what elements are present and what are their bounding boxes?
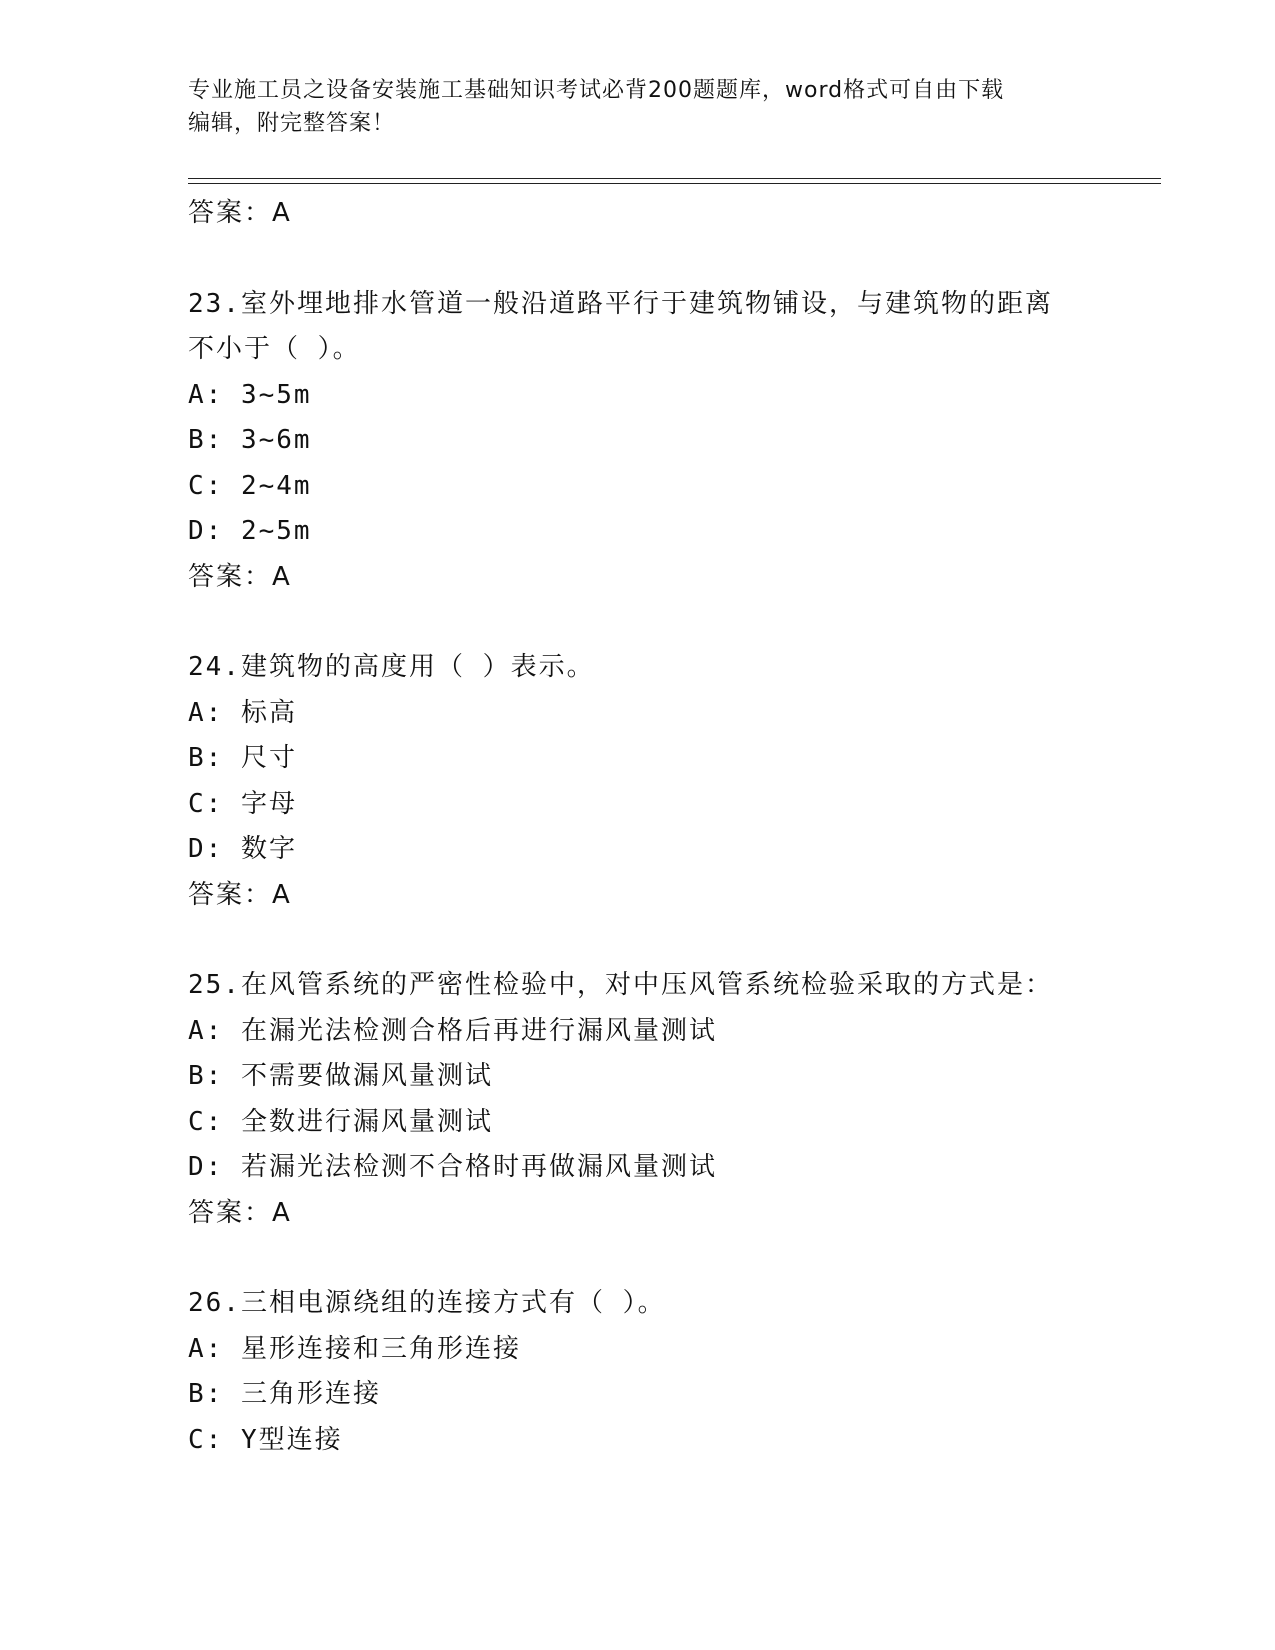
question-24 — [188, 645, 1148, 918]
answer-line: 答案：A — [188, 198, 292, 228]
option-d: D: 数字 — [188, 834, 297, 864]
option-d: D: 2~5m — [188, 516, 312, 546]
option-b: B: 尺寸 — [188, 743, 297, 773]
document-header — [188, 74, 1088, 140]
header-line-2: 编辑，附完整答案！ — [188, 111, 396, 136]
answer-line: 答案：A — [188, 561, 292, 592]
option-c: C: 字母 — [188, 788, 297, 819]
answer-line: 答案：A — [188, 1197, 292, 1228]
option-c: C: 2~4m — [188, 470, 312, 501]
question-stem: 24.建筑物的高度用（ ）表示。 — [188, 652, 595, 682]
header-rule-top — [188, 178, 1161, 179]
option-a: A: 星形连接和三角形连接 — [188, 1333, 521, 1364]
question-stem: 26.三相电源绕组的连接方式有（ ）。 — [188, 1288, 666, 1318]
question-list — [188, 191, 1148, 1463]
answer-line: 答案：A — [188, 879, 292, 910]
question-stem: 25.在风管系统的严密性检验中，对中压风管系统检验采取的方式是： — [188, 970, 1053, 1000]
option-d: D: 若漏光法检测不合格时再做漏风量测试 — [188, 1152, 717, 1182]
question-stem-continued: 不小于（ ）。 — [188, 334, 361, 364]
option-b: B: 三角形连接 — [188, 1379, 381, 1409]
question-stem: 23.室外埋地排水管道一般沿道路平行于建筑物铺设，与建筑物的距离 — [188, 288, 1053, 319]
option-a: A: 标高 — [188, 697, 297, 728]
option-b: B: 不需要做漏风量测试 — [188, 1061, 493, 1091]
question-23 — [188, 282, 1148, 601]
question-26 — [188, 1281, 1148, 1463]
header-line-1: 专业施工员之设备安装施工基础知识考试必背200题题库，word格式可自由下载 — [188, 78, 1005, 103]
option-b: B: 3~6m — [188, 425, 312, 455]
header-rule-bottom — [188, 183, 1161, 184]
option-c: C: 全数进行漏风量测试 — [188, 1106, 493, 1137]
option-c: C: Y型连接 — [188, 1424, 343, 1455]
question-25 — [188, 963, 1148, 1236]
option-a: A: 3~5m — [188, 379, 312, 410]
option-a: A: 在漏光法检测合格后再进行漏风量测试 — [188, 1015, 717, 1046]
